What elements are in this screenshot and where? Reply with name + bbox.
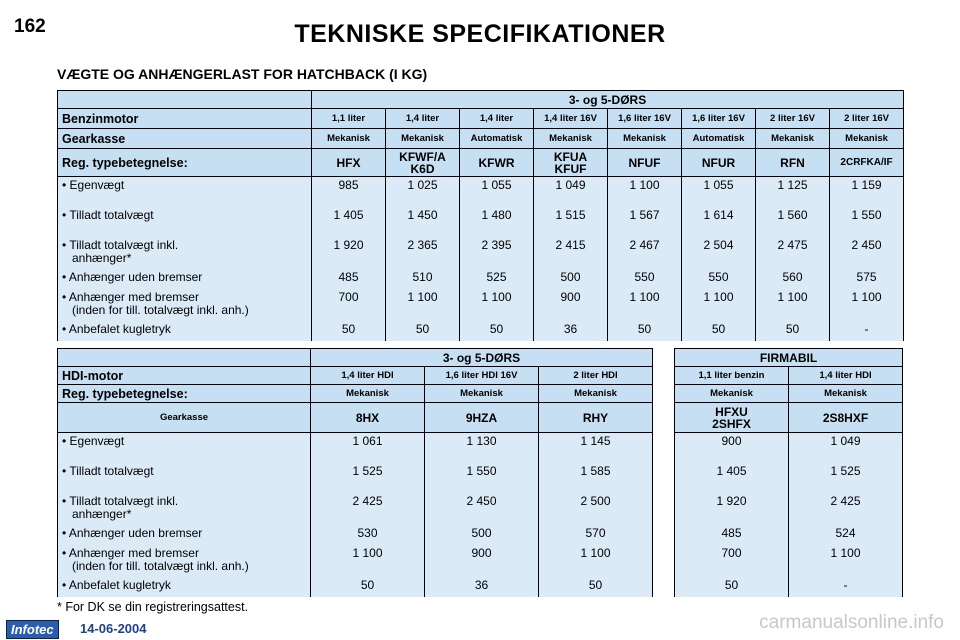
type-label: Reg. typebetegnelse: [58,149,312,177]
value-cell: 50 [724,578,739,592]
value-cell: 1 100 [629,290,660,304]
value-cell: 1 920 [333,238,364,252]
engine-cell: 1,4 liter [386,109,460,129]
value-cell: 1 920 [716,494,747,508]
type-cell: KFWF/A K6D [386,149,460,177]
value-column [608,177,682,341]
value-cell: 1 100 [407,290,438,304]
engine-cell: 1,4 liter [460,109,534,129]
row-labels [58,433,311,597]
value-cell: 50 [341,322,356,336]
value-column [425,433,539,597]
type-cell: NFUF [608,149,682,177]
value-cell: 50 [489,322,504,336]
type-cell: NFUR [682,149,756,177]
value-cell: 50 [637,322,652,336]
type-cell: 9HZA [425,403,539,433]
value-cell: 900 [721,434,742,448]
engine-cell: 1,4 liter 16V [534,109,608,129]
value-cell: 570 [585,526,606,540]
engine-label: HDI-motor [58,367,311,385]
value-cell: 1 159 [851,178,882,192]
watermark: carmanualsonline.info [759,612,944,633]
type-cell: KFUA KFUF [534,149,608,177]
gear-cell: Mekanisk [608,129,682,149]
value-cell: 1 130 [466,434,497,448]
type-cell: HFX [312,149,386,177]
value-cell: 1 525 [352,464,383,478]
value-cell: 1 405 [333,208,364,222]
value-cell: 1 100 [352,546,383,560]
type-cell: KFWR [460,149,534,177]
gear-cell: Mekanisk [312,129,386,149]
value-cell: 900 [560,290,581,304]
value-cell: 525 [486,270,507,284]
value-column [539,433,653,597]
page-title: TEKNISKE SPECIFIKATIONER [294,20,666,48]
engine-cell: 1,4 liter HDI [311,367,425,385]
group-header: 3- og 5-DØRS [312,91,904,109]
value-cell: 1 061 [352,434,383,448]
value-cell: 1 055 [703,178,734,192]
gear-cell: Mekanisk [386,129,460,149]
value-cell: - [864,322,869,336]
row-label: • Tilladt totalvægt inkl. anhænger* [62,238,179,265]
engine-cell: 1,6 liter 16V [682,109,756,129]
gear-cell: Mekanisk [756,129,830,149]
value-cell: 1 125 [777,178,808,192]
value-cell: 1 567 [629,208,660,222]
value-cell: 530 [357,526,378,540]
gear-cell: Mekanisk [675,385,789,403]
value-column [312,177,386,341]
value-cell: 2 500 [580,494,611,508]
value-cell: 510 [412,270,433,284]
footer-date: 14-06-2004 [80,621,147,636]
diesel-spec-table [57,348,653,597]
value-cell: 1 480 [481,208,512,222]
row-labels [58,177,312,341]
value-cell: 1 450 [407,208,438,222]
engine-cell: 1,1 liter [312,109,386,129]
value-cell: 2 415 [555,238,586,252]
value-cell: 2 475 [777,238,808,252]
gear-cell: Mekanisk [425,385,539,403]
type-label: Reg. typebetegnelse: [58,385,311,403]
value-cell: 2 504 [703,238,734,252]
value-cell: 1 515 [555,208,586,222]
value-column [386,177,460,341]
gear-cell: Mekanisk [789,385,903,403]
value-cell: 1 055 [481,178,512,192]
value-cell: 1 560 [777,208,808,222]
row-label: • Egenvægt [62,434,125,448]
value-cell: 50 [588,578,603,592]
value-cell: 1 550 [851,208,882,222]
value-cell: 36 [474,578,489,592]
gear-cell: Mekanisk [830,129,904,149]
row-label: • Anhænger med bremser (inden for till. totalvægt inkl. anh.) [62,546,249,573]
value-cell: 1 405 [716,464,747,478]
gear-cell: Mekanisk [311,385,425,403]
value-cell: 500 [560,270,581,284]
value-cell: 1 100 [703,290,734,304]
row-label: • Tilladt totalvægt [62,464,154,478]
value-cell: 1 100 [481,290,512,304]
value-column [682,177,756,341]
value-cell: 700 [338,290,359,304]
value-cell: 1 100 [777,290,808,304]
value-cell: 50 [360,578,375,592]
footnote: * For DK se din registreringsattest. [57,600,249,614]
group-header: 3- og 5-DØRS [311,349,653,367]
value-cell: 485 [338,270,359,284]
value-column [675,433,789,597]
value-column [756,177,830,341]
value-cell: 700 [721,546,742,560]
value-cell: 1 145 [580,434,611,448]
value-cell: 2 467 [629,238,660,252]
value-cell: 1 550 [466,464,497,478]
engine-label: Benzinmotor [58,109,312,129]
value-column [830,177,904,341]
row-label: • Anbefalet kugletryk [62,578,171,592]
engine-cell: 2 liter HDI [539,367,653,385]
gear-cell: Automatisk [460,129,534,149]
page-number: 162 [14,16,46,37]
engine-cell: 1,1 liter benzin [675,367,789,385]
value-cell: - [843,578,848,592]
gear-cell: Mekanisk [534,129,608,149]
value-cell: 1 614 [703,208,734,222]
value-cell: 2 450 [851,238,882,252]
value-cell: 1 049 [830,434,861,448]
engine-cell: 1,6 liter 16V [608,109,682,129]
value-cell: 1 049 [555,178,586,192]
value-cell: 560 [782,270,803,284]
gear-cell: Mekanisk [539,385,653,403]
row-label: • Tilladt totalvægt inkl. anhænger* [62,494,179,521]
engine-cell: 1,6 liter HDI 16V [425,367,539,385]
value-cell: 1 585 [580,464,611,478]
value-cell: 524 [835,526,856,540]
row-label: • Egenvægt [62,178,125,192]
value-cell: 900 [471,546,492,560]
value-column [534,177,608,341]
value-cell: 2 395 [481,238,512,252]
petrol-spec-table [57,90,904,341]
type-cell: 8HX [311,403,425,433]
value-column [460,177,534,341]
value-cell: 1 100 [830,546,861,560]
type-cell: 2CRFKA/IF [830,149,904,177]
value-cell: 2 425 [352,494,383,508]
value-cell: 2 450 [466,494,497,508]
row-label: • Anhænger med bremser (inden for till. totalvægt inkl. anh.) [62,290,249,317]
row-label: • Anhænger uden bremser [62,526,203,540]
value-cell: 985 [338,178,359,192]
value-cell: 50 [711,322,726,336]
value-cell: 1 100 [629,178,660,192]
engine-cell: 2 liter 16V [756,109,830,129]
infotec-logo: Infotec [6,620,59,639]
value-cell: 2 425 [830,494,861,508]
value-cell: 500 [471,526,492,540]
value-cell: 1 100 [580,546,611,560]
group-header: FIRMABIL [675,349,903,367]
value-cell: 550 [708,270,729,284]
gear-label: Gearkasse [58,403,311,433]
value-cell: 2 365 [407,238,438,252]
type-cell: HFXU 2SHFX [675,403,789,433]
value-cell: 1 525 [830,464,861,478]
value-column [789,433,903,597]
value-cell: 50 [415,322,430,336]
company-car-spec-table [674,348,903,597]
gear-cell: Automatisk [682,129,756,149]
engine-cell: 1,4 liter HDI [789,367,903,385]
type-cell: 2S8HXF [789,403,903,433]
engine-cell: 2 liter 16V [830,109,904,129]
value-cell: 50 [785,322,800,336]
value-cell: 575 [856,270,877,284]
value-cell: 550 [634,270,655,284]
type-cell: RHY [539,403,653,433]
value-column [311,433,425,597]
value-cell: 1 100 [851,290,882,304]
type-cell: RFN [756,149,830,177]
value-cell: 1 025 [407,178,438,192]
section-subtitle: VÆGTE OG ANHÆNGERLAST FOR HATCHBACK (I KG) [57,66,428,82]
row-label: • Tilladt totalvægt [62,208,154,222]
value-cell: 485 [721,526,742,540]
row-label: • Anhænger uden bremser [62,270,203,284]
gear-label: Gearkasse [58,129,312,149]
row-label: • Anbefalet kugletryk [62,322,171,336]
value-cell: 36 [563,322,578,336]
